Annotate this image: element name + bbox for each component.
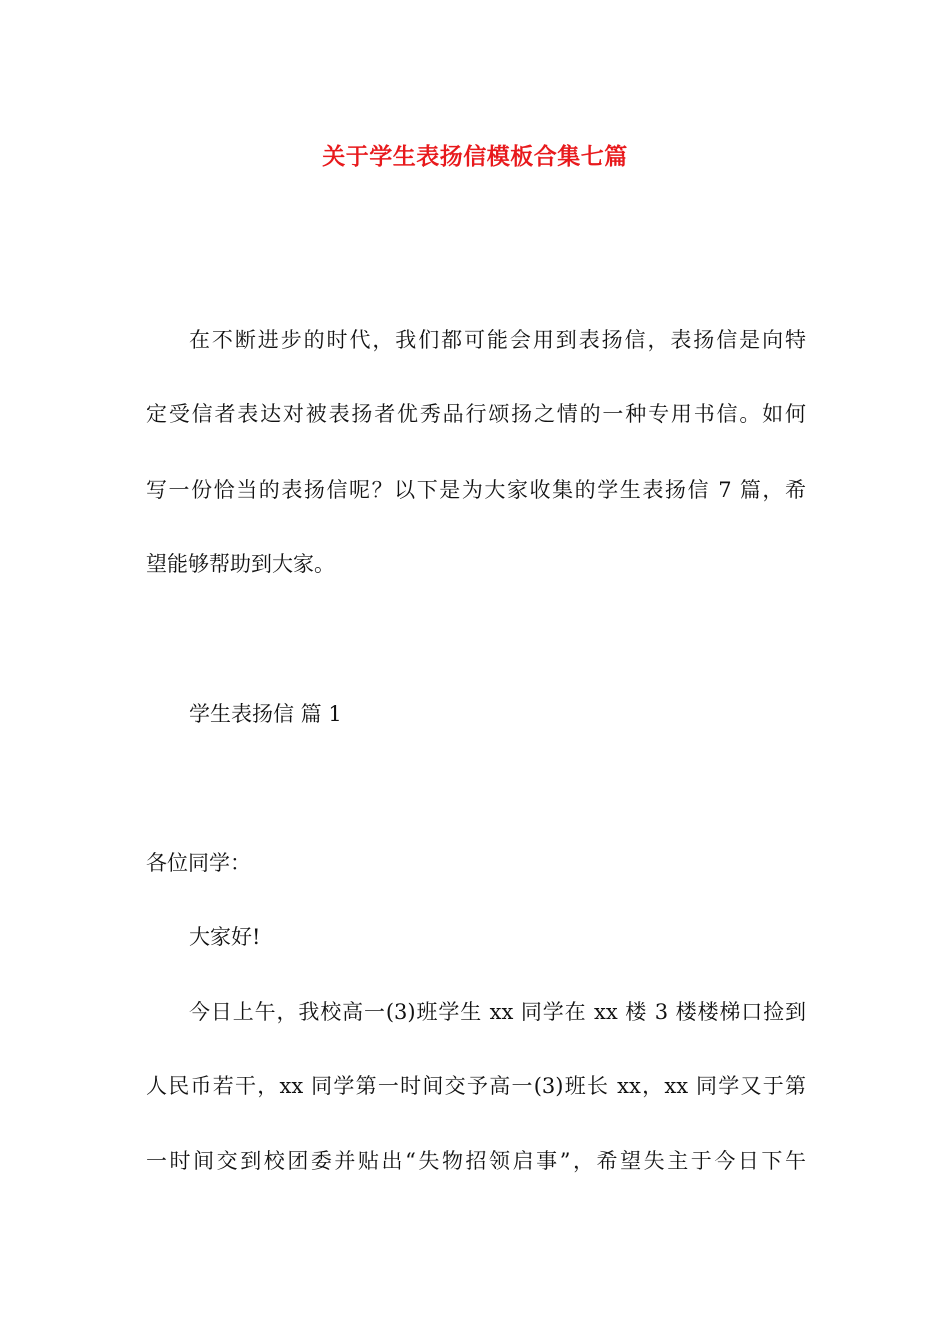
body-line-2: 人民币若干，xx 同学第一时间交予高一(3)班长 xx，xx 同学又于第 [146,1074,806,1098]
intro-line-1: 在不断进步的时代，我们都可能会用到表扬信，表扬信是向特 [189,328,806,352]
body-line-1: 今日上午，我校高一(3)班学生 xx 同学在 xx 楼 3 楼楼梯口捡到 [189,1000,806,1024]
intro-line-3: 写一份恰当的表扬信呢？以下是为大家收集的学生表扬信 7 篇，希 [146,478,806,502]
salutation: 各位同学： [146,851,251,875]
greeting: 大家好! [189,925,261,949]
intro-line-2: 定受信者表达对被表扬者优秀品行颂扬之情的一种专用书信。如何 [146,402,806,426]
document-title: 关于学生表扬信模板合集七篇 [322,143,628,170]
section-heading: 学生表扬信 篇 1 [189,702,342,726]
body-line-3: 一时间交到校团委并贴出“失物招领启事”，希望失主于今日下午 [146,1149,806,1173]
intro-line-4: 望能够帮助到大家。 [146,552,335,576]
